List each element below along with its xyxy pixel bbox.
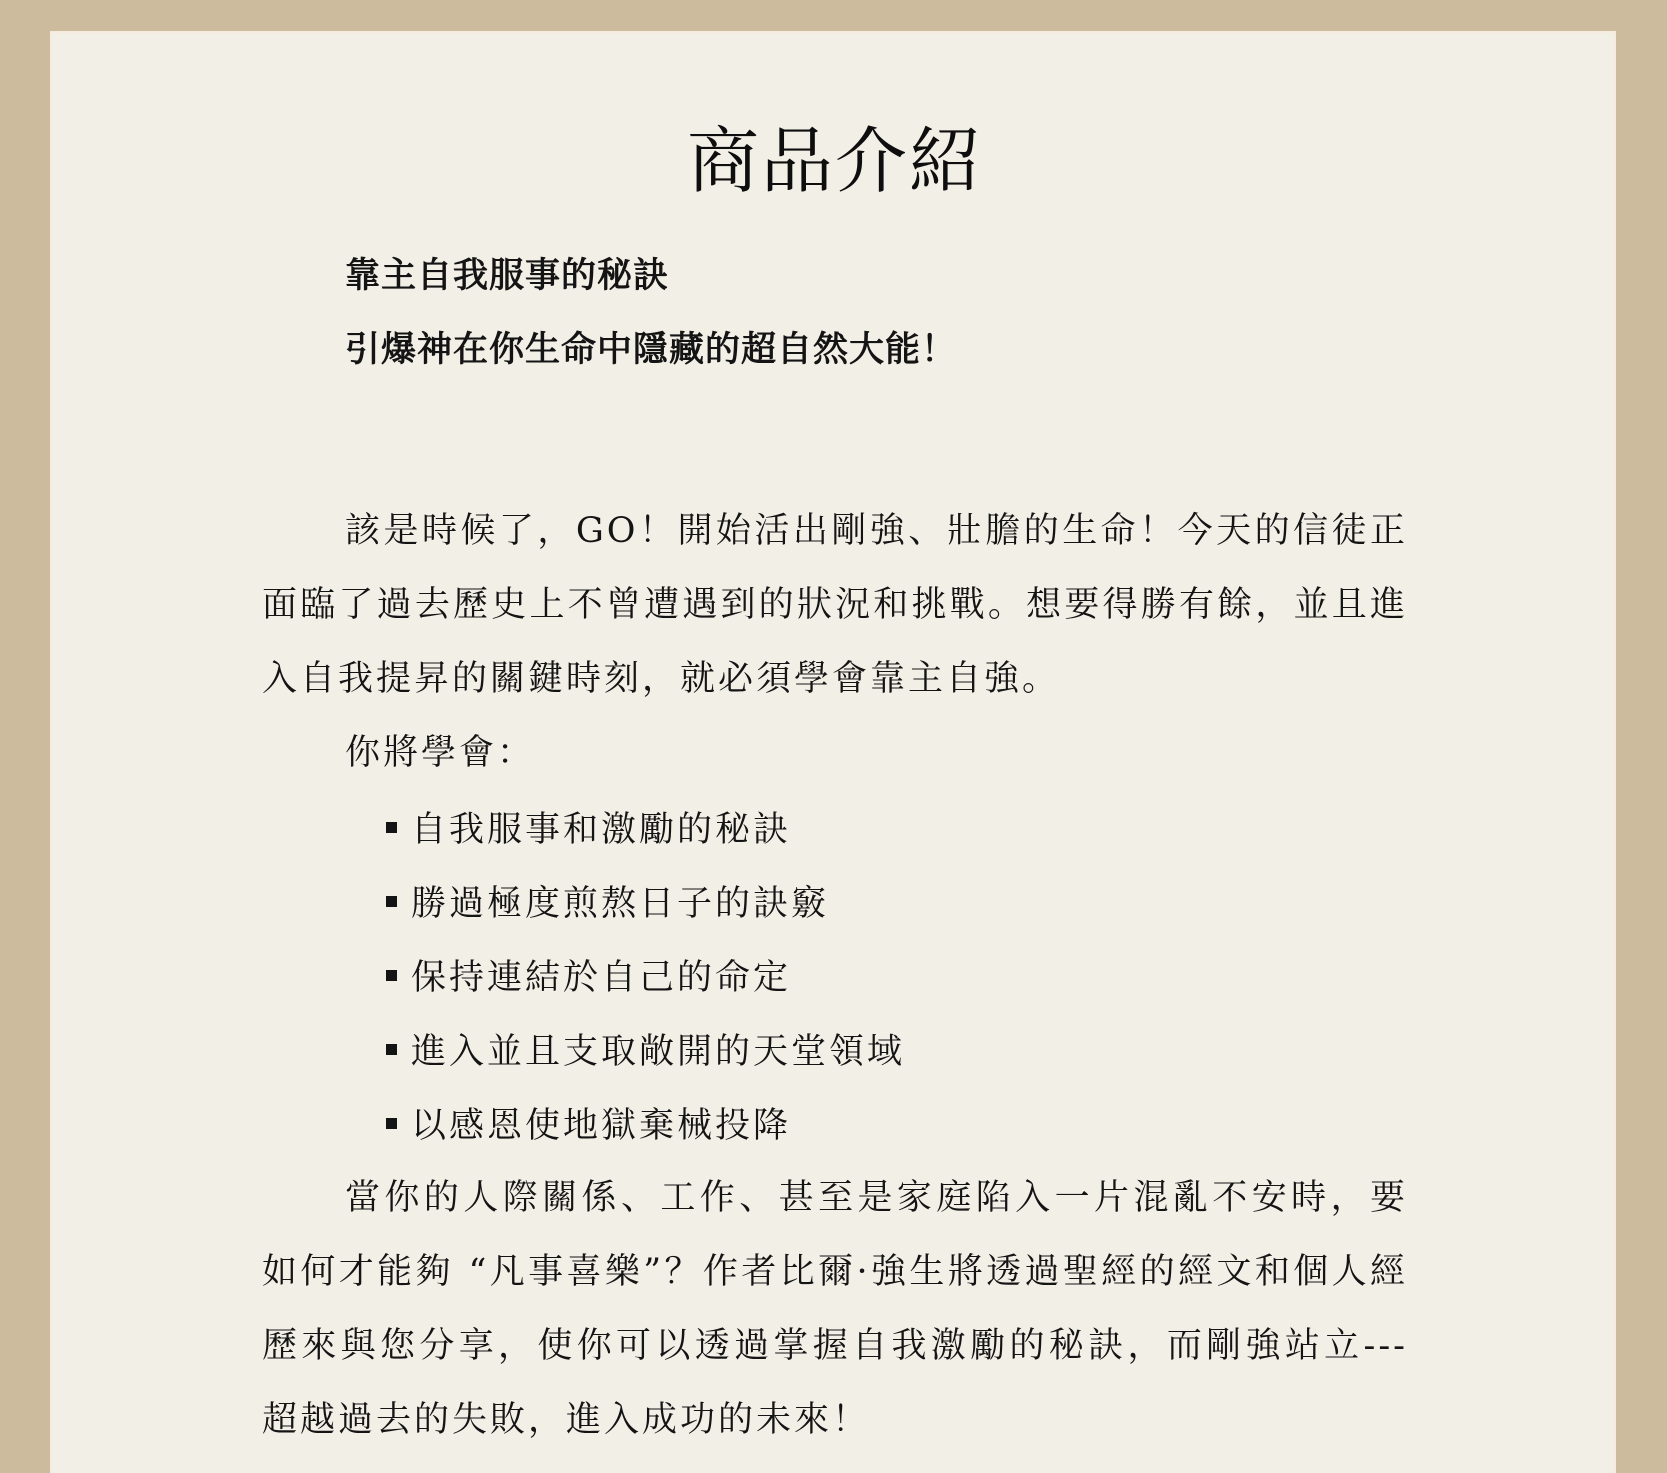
list-item [382, 790, 905, 864]
closing-paragraph: 當你的人際關係、工作、甚至是家庭陷入一片混亂不安時，要如何才能夠 “凡事喜樂”？作者比爾·強生將透過聖經的經文和個人經歷來與您分享，使你可以透過掌握自我激勵的秘訣，而剛強站立---超越過去的失敗，進入成功的未來！ [262, 1178, 1408, 1440]
intro-paragraph: 該是時候了，GO！開始活出剛強、壯膽的生命！今天的信徒正面臨了過去歷史上不曾遭遇到的狀況和挑戰。想要得勝有餘，並且進入自我提昇的關鍵時刻，就必須學會靠主自強。 [262, 511, 1408, 699]
square-bullet-icon [386, 822, 397, 833]
square-bullet-icon [386, 1044, 397, 1055]
list-item [382, 1086, 905, 1160]
product-description-card [52, 33, 1614, 1473]
square-bullet-icon [386, 970, 397, 981]
headline-1: 靠主自我服事的秘訣 [345, 255, 670, 296]
page-title: 商品介紹 [686, 119, 983, 203]
square-bullet-icon [386, 896, 397, 907]
list-item-label: 以感恩使地獄棄械投降 [411, 1106, 792, 1146]
square-bullet-icon [386, 1118, 397, 1129]
headline-2: 引爆神在你生命中隱藏的超自然大能！ [345, 329, 958, 370]
list-item [382, 864, 905, 938]
learn-points-list [382, 790, 905, 1160]
learn-label: 你將學會： [345, 733, 536, 773]
list-item-label: 進入並且支取敞開的天堂領域 [411, 1032, 906, 1072]
list-item [382, 938, 905, 1012]
list-item-label: 保持連結於自己的命定 [411, 958, 792, 998]
list-item-label: 勝過極度煎熬日子的訣竅 [411, 884, 830, 924]
list-item-label: 自我服事和激勵的秘訣 [411, 810, 792, 850]
list-item [382, 1012, 905, 1086]
